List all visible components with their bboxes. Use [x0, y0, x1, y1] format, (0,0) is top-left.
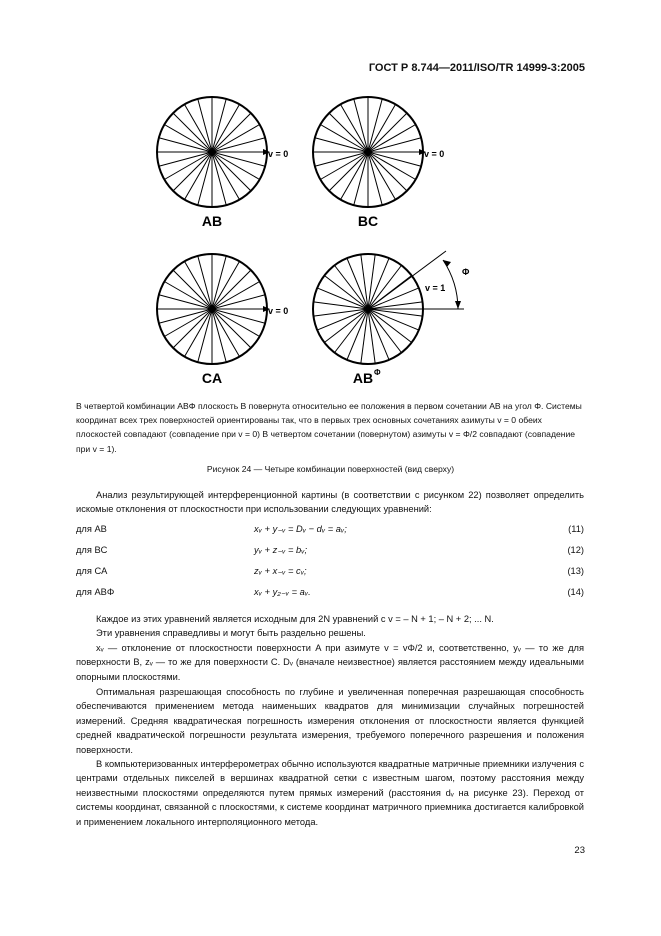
wheel-bc-spoke: [354, 99, 368, 152]
equation-11-number: (11): [568, 524, 584, 534]
wheel-bc-spoke: [315, 152, 368, 166]
wheel-ca: [157, 254, 267, 364]
wheel-ab-spoke: [198, 99, 212, 152]
equation-13-number: (13): [567, 566, 584, 576]
equation-11-for: для AB: [76, 524, 107, 534]
paragraph-5: В компьютеризованных интерферометрах обычно используются квадратные матричные приемники излучения с центрами отдельных пикселей в вершинах квадратной сетки с известным шагом, поэтому расстояния между неизвестными плоскостями определяются путем прямых измерений (расстояния dᵥ на рисунке 23). Переход от системы координат, связанной с плоскостями, к системе координат матричного приемника достигается калибровкой и применением локального интерполяционного метода.: [76, 759, 584, 827]
paragraph-4: Оптимальная разрешающая способность по глубине и увеличенная поперечная разрешающая способность обеспечиваются применением метода наименьших квадратов для минимизации случайных погрешностей измерений. Средняя квадратическая погрешность измерения отклонения от плоскостности является функцией средней квадратической погрешности результата измерения, требуемого поперечного разрешения и положения поверхности.: [76, 687, 584, 755]
wheel-ab: [157, 97, 267, 207]
wheel-ca-spoke: [212, 309, 265, 323]
equation-14-number: (14): [567, 587, 584, 597]
equation-14-for: для ABΦ: [76, 587, 115, 597]
wheel-ca-spoke: [198, 309, 212, 362]
equation-13-for: для CA: [76, 566, 108, 576]
equation-12-expr: yᵥ + z₋ᵥ = bᵥ;: [254, 545, 308, 555]
paragraph-2: Эти уравнения справедливы и могут быть раздельно решены.: [96, 628, 366, 638]
figure-note: В четвертой комбинации ABΦ плоскость B повернута относительно ее положения в первом сочетании AB на угол Φ. Системы координат всех трех поверхностей ориентированы так, что в первых трех основных сочетаниях азимуты v = 0 обеих плоскостей совпадают (совпадение при v = 0) В четвертом сочетании (повернутом) азимуты v = Φ/2 совпадают (совпадение при v = 1).: [76, 401, 582, 454]
wheels-group: [157, 97, 426, 364]
panel-abphi-label: AB: [352, 370, 374, 386]
wheel-ab-spoke: [198, 152, 212, 205]
wheel-ca-spoke: [212, 295, 265, 309]
figure-title: Рисунок 24 — Четыре комбинации поверхностей (вид сверху): [206, 464, 455, 474]
wheel-ab-spoke: [212, 138, 265, 152]
wheel-bc-spoke: [368, 138, 421, 152]
wheel-bc-spoke: [368, 99, 382, 152]
wheel-ab-spoke: [212, 152, 226, 205]
wheel-ca-spoke: [212, 256, 226, 309]
equation-12: [76, 545, 584, 559]
wheel-ab-hub: [209, 149, 215, 155]
wheel-ab-spoke: [212, 99, 226, 152]
panel-ab-label: AB: [201, 213, 223, 229]
wheel-bc-spoke: [354, 152, 368, 205]
panel-abphi-annotation: v = 1: [425, 283, 446, 293]
intro-paragraph: Анализ результирующей интерференционной картины (в соответствии с рисунком 22) позволяет определить искомые отклонения от плоскостности при использовании следующих уравнений:: [76, 490, 584, 515]
wheel-ca-spoke: [159, 309, 212, 323]
wheel-ca-hub: [209, 306, 215, 312]
equation-13-expr: zᵥ + x₋ᵥ = cᵥ;: [254, 566, 307, 576]
equation-14: [76, 587, 584, 601]
equation-13: [76, 566, 584, 580]
wheel-bc-spoke: [368, 152, 382, 205]
surface-combinations-figure: [0, 0, 661, 395]
wheel-bc-spoke: [368, 152, 421, 166]
wheel-bc: [313, 97, 423, 207]
wheel-ab-spoke: [212, 152, 265, 166]
panel-ab-annotation: v = 0: [268, 149, 289, 159]
rotation-angle-indicator: [368, 251, 464, 309]
wheel-ca-spoke: [198, 256, 212, 309]
document-header: ГОСТ Р 8.744—2011/ISO/TR 14999-3:2005: [368, 62, 585, 74]
panel-ca-label: CA: [201, 370, 223, 386]
panel-bc-annotation: v = 0: [424, 149, 445, 159]
equation-11-expr: xᵥ + y₋ᵥ = Dᵥ − dᵥ = aᵥ;: [254, 524, 347, 534]
equation-11: [76, 524, 584, 538]
panel-ca-annotation: v = 0: [268, 306, 289, 316]
wheel-ab-spoke: [159, 152, 212, 166]
panel-bc-label: BC: [357, 213, 379, 229]
rotation-angle-label: Φ: [462, 267, 470, 277]
equation-14-expr: xᵥ + y₂₋ᵥ = aᵥ.: [254, 587, 311, 597]
paragraph-1: Каждое из этих уравнений является исходным для 2N уравнений с v = – N + 1; – N + 2; ... N.: [96, 614, 494, 624]
page-number: 23: [574, 845, 585, 856]
panel-abphi-superscript: Φ: [374, 368, 381, 377]
wheel-ab-spoke: [159, 138, 212, 152]
equation-12-for: для BC: [76, 545, 108, 555]
paragraph-3: xᵥ — отклонение от плоскостности поверхности A при азимуте v = vΦ/2 и, соответственно, yᵥ — то же для поверхности B, zᵥ — то же для поверхности C. Dᵥ (вначале неизвестное) является расстоянием между идеальными опорными плоскостями.: [76, 643, 584, 682]
wheel-bc-spoke: [315, 138, 368, 152]
wheel-bc-hub: [365, 149, 371, 155]
wheel-ca-spoke: [212, 309, 226, 362]
equation-12-number: (12): [567, 545, 584, 555]
wheel-ca-spoke: [159, 295, 212, 309]
